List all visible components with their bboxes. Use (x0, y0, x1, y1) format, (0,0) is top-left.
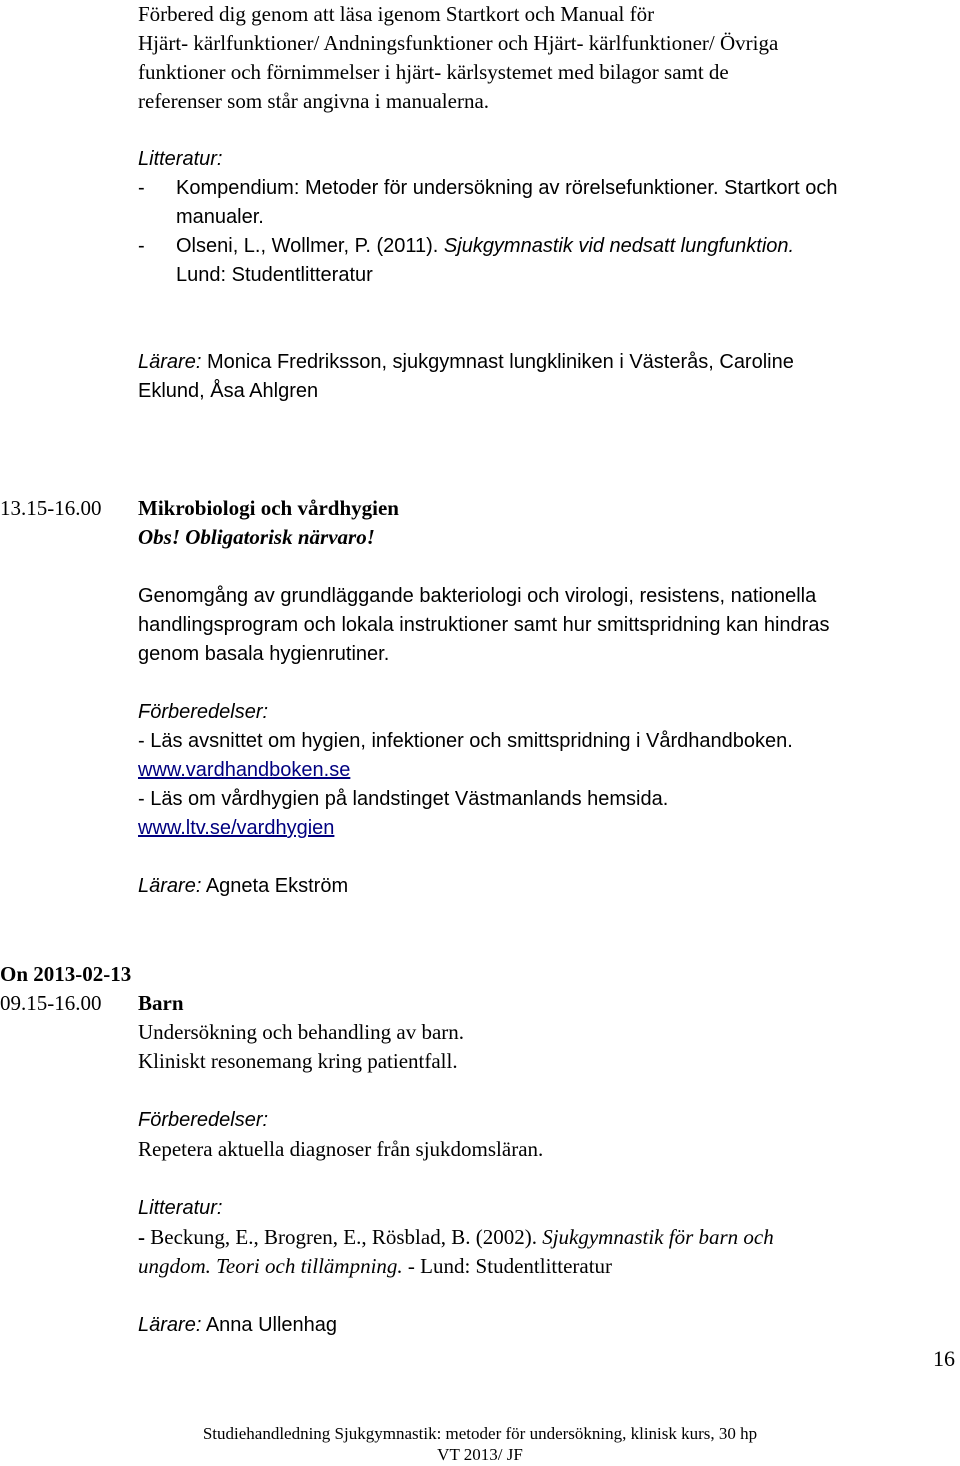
page-number: 16 (933, 1346, 955, 1371)
vardhandboken-link[interactable]: www.vardhandboken.se (138, 759, 351, 781)
teacher-line-3 (138, 1311, 337, 1339)
teacher-line (138, 348, 794, 376)
teacher-label: Lärare: (138, 351, 202, 373)
intro-line-4: referenser som står angivna i manualerna. (138, 89, 490, 113)
literature-authors-3: Beckung, E., Brogren, E., Rösblad, B. (2002). (150, 1225, 537, 1249)
literature-item-1-cont: manualer. (176, 206, 264, 228)
session-desc-3-1: Undersökning och behandling av barn. (138, 1020, 465, 1044)
session-desc-2: handlingsprogram och lokala instruktioner samt hur smittspridning kan hindras (138, 614, 830, 636)
session-title-3: Barn (138, 991, 184, 1015)
literature-item-2-authors: Olseni, L., Wollmer, P. (2011). (176, 235, 439, 257)
literature-title-3a: Sjukgymnastik för barn och (542, 1225, 774, 1249)
session-time-3: 09.15-16.00 (0, 991, 102, 1015)
session-time: 13.15-16.00 (0, 496, 102, 520)
preparation-text-3: Repetera aktuella diagnoser från sjukdomsläran. (138, 1137, 544, 1161)
footer-line-2: VT 2013/ JF (437, 1445, 523, 1464)
literature-publisher-3: - Lund: Studentlitteratur (407, 1254, 613, 1278)
preparations-label: Förberedelser: (138, 701, 269, 723)
session-title: Mikrobiologi och vårdhygien (138, 496, 399, 520)
mandatory-notice: Obs! Obligatorisk närvaro! (138, 525, 375, 549)
literature-label-3: Litteratur: (138, 1197, 223, 1219)
footer-line-1: Studiehandledning Sjukgymnastik: metoder för undersökning, klinisk kurs, 30 hp (202, 1424, 758, 1443)
intro-line-2: Hjärt- kärlfunktioner/ Andningsfunktioner och Hjärt- kärlfunktioner/ Övriga (138, 31, 779, 55)
session-desc-3: genom basala hygienrutiner. (138, 643, 390, 665)
literature-item-2-dash: - (138, 235, 145, 257)
date-heading: On 2013-02-13 (0, 962, 132, 986)
teacher-label-2: Lärare: (138, 875, 202, 897)
teacher-line-2 (138, 872, 348, 900)
ltv-vardhygien-link[interactable]: www.ltv.se/vardhygien (138, 817, 335, 839)
teacher-name-3: Anna Ullenhag (205, 1314, 338, 1336)
intro-line-3: funktioner och förnimmelser i hjärt- kärlsystemet med bilagor samt de (138, 60, 729, 84)
preparations-label-3: Förberedelser: (138, 1109, 269, 1131)
literature-line-3 (138, 1223, 774, 1251)
literature-dash-3: - (138, 1225, 145, 1249)
preparation-item-2: - Läs om vårdhygien på landstinget Västmanlands hemsida. (138, 788, 669, 810)
literature-item-1-dash: - (138, 177, 145, 199)
session-desc-1: Genomgång av grundläggande bakteriologi och virologi, resistens, nationella (138, 585, 817, 607)
literature-label: Litteratur: (138, 148, 223, 170)
literature-item-2 (176, 232, 794, 260)
literature-item-2-publisher: Lund: Studentlitteratur (176, 264, 373, 286)
teacher-names: Monica Fredriksson, sjukgymnast lungkliniken i Västerås, Caroline (206, 351, 794, 373)
literature-item-2-title: Sjukgymnastik vid nedsatt lungfunktion. (443, 235, 795, 257)
literature-line-3-cont (138, 1252, 612, 1280)
literature-title-3b: ungdom. Teori och tillämpning. (138, 1254, 403, 1278)
literature-item-1: Kompendium: Metoder för undersökning av rörelsefunktioner. Startkort och (176, 177, 838, 199)
intro-line-1: Förbered dig genom att läsa igenom Startkort och Manual för (138, 2, 655, 26)
session-desc-3-2: Kliniskt resonemang kring patientfall. (138, 1049, 458, 1073)
teacher-label-3: Lärare: (138, 1314, 202, 1336)
preparation-item-1: - Läs avsnittet om hygien, infektioner och smittspridning i Vårdhandboken. (138, 730, 793, 752)
teacher-name-2: Agneta Ekström (205, 875, 349, 897)
teacher-names-cont: Eklund, Åsa Ahlgren (138, 380, 319, 402)
